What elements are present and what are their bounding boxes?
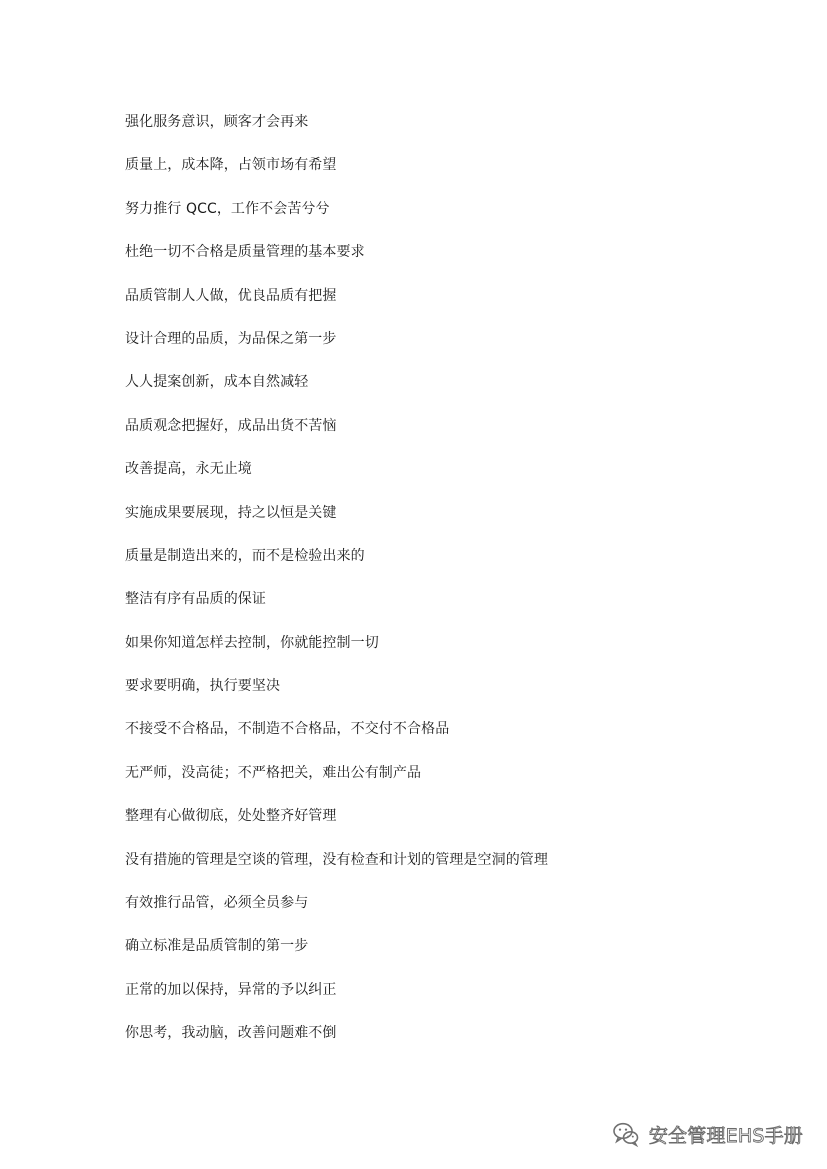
slogan-line: 实施成果要展现，持之以恒是关键	[125, 504, 337, 521]
slogan-line: 整洁有序有品质的保证	[125, 591, 266, 608]
slogan-line: 无严师，没高徒；不严格把关，难出公有制产品	[125, 764, 422, 781]
slogan-line: 你思考，我动脑，改善问题难不倒	[125, 1025, 337, 1042]
slogan-line: 改善提高，永无止境	[125, 461, 252, 478]
slogan-line: 强化服务意识，顾客才会再来	[125, 114, 309, 130]
slogan-line: 品质观念把握好，成品出货不苦恼	[125, 417, 337, 434]
slogan-line: 整理有心做彻底，处处整齐好管理	[125, 808, 337, 825]
slogan-line: 不接受不合格品，不制造不合格品，不交付不合格品	[125, 721, 450, 738]
slogan-line: 正常的加以保持，异常的予以纠正	[125, 981, 337, 998]
wechat-icon	[611, 1119, 641, 1149]
slogan-line: 品质管制人人做，优良品质有把握	[125, 287, 337, 304]
slogan-line: 杜绝一切不合格是质量管理的基本要求	[125, 244, 365, 261]
slogan-line: 要求要明确，执行要坚决	[125, 678, 281, 695]
slogan-line: 有效推行品管，必须全员参与	[125, 895, 309, 912]
watermark-text: 安全管理EHS手册	[648, 1124, 803, 1147]
watermark	[611, 1118, 803, 1150]
slogan-line: 人人提案创新，成本自然减轻	[125, 374, 309, 391]
slogan-line: 确立标准是品质管制的第一步	[125, 938, 309, 955]
slogan-list	[125, 111, 548, 1066]
slogan-line: 质量上，成本降，占领市场有希望	[125, 157, 337, 174]
slogan-line: 如果你知道怎样去控制，你就能控制一切	[125, 634, 379, 651]
slogan-line: 质量是制造出来的，而不是检验出来的	[125, 547, 365, 564]
slogan-line: 努力推行 QCC，工作不会苦兮兮	[125, 200, 330, 217]
slogan-line: 设计合理的品质，为品保之第一步	[125, 330, 337, 347]
slogan-line: 没有措施的管理是空谈的管理，没有检查和计划的管理是空洞的管理	[125, 851, 548, 868]
